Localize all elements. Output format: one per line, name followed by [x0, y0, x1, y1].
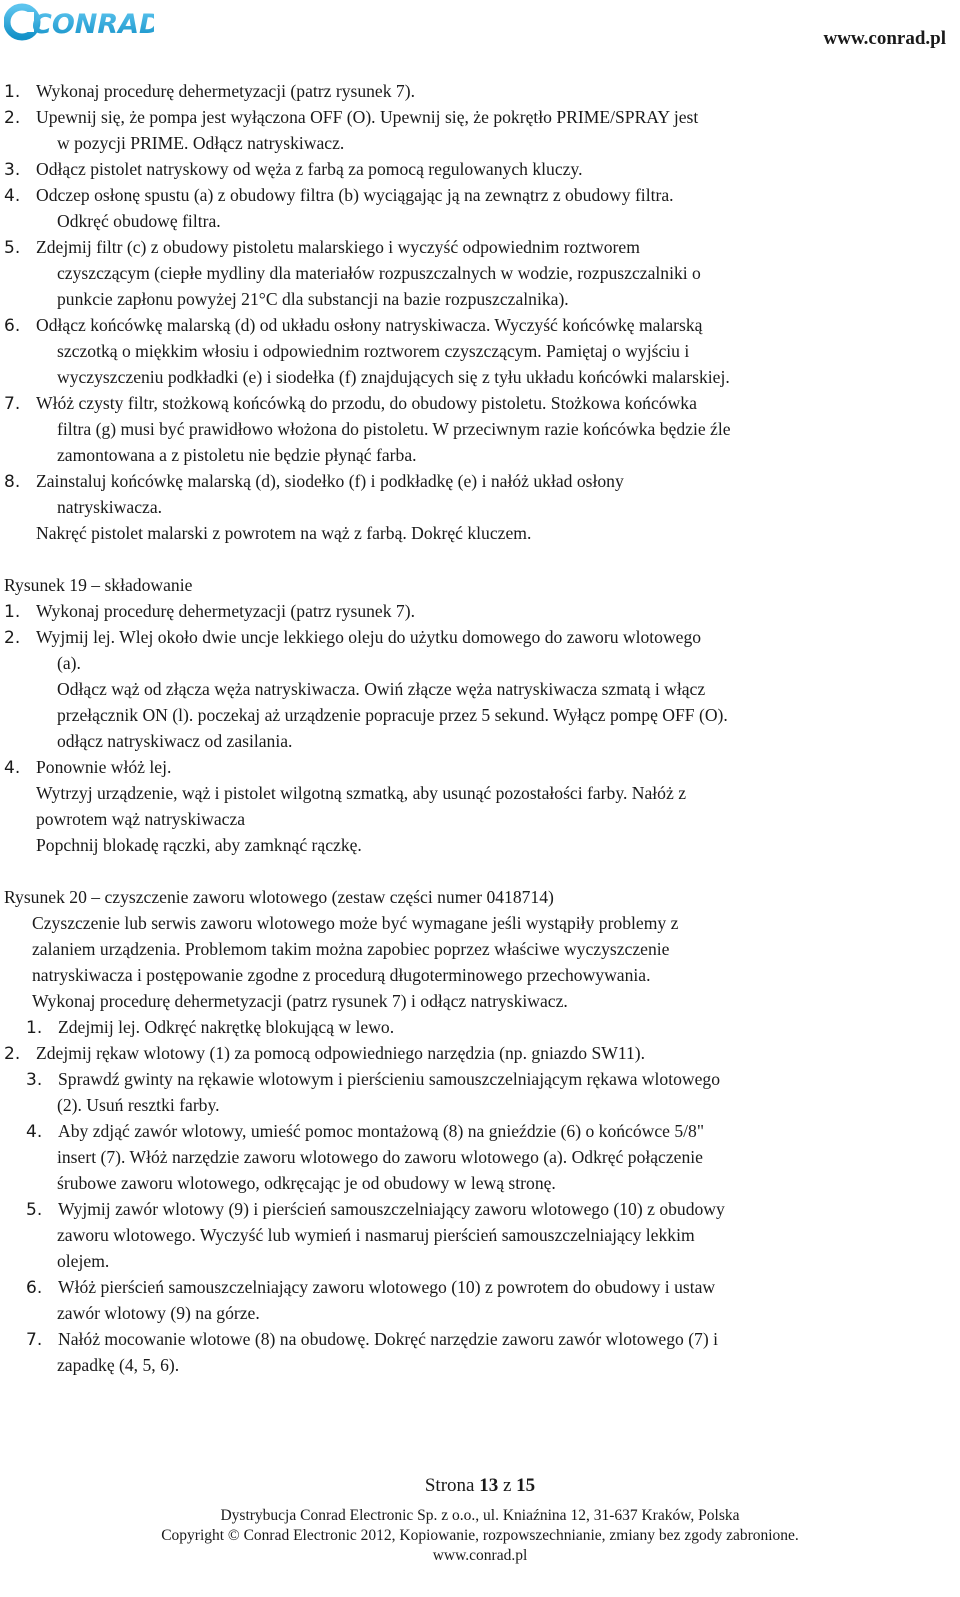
section-3: [4, 884, 948, 1378]
list-item-continuation: zamontowana a z pistoletu nie będzie płynąć farba.: [57, 445, 417, 465]
list-item: 2. Upewnij się, że pompa jest wyłączona OFF (O). Upewnij się, że pokrętło PRIME/SPRAY jest: [4, 104, 948, 130]
item-number: 8.: [4, 472, 21, 492]
document-body: [4, 78, 948, 1378]
footer-distributor: Dystrybucja Conrad Electronic Sp. z o.o., ul. Kniaźnina 12, 31-637 Kraków, Polska: [220, 1507, 740, 1524]
list-item: 2. Zdejmij rękaw wlotowy (1) za pomocą odpowiedniego narzędzia (np. gniazdo SW11).: [4, 1040, 948, 1066]
list-item: 1. Wykonaj procedurę dehermetyzacji (patrz rysunek 7).: [4, 598, 948, 624]
list-item-continuation: w pozycji PRIME. Odłącz natryskiwacz.: [57, 133, 345, 153]
list-item: 7. Nałóż mocowanie wlotowe (8) na obudowę. Dokręć narzędzie zaworu zawór wlotowego (7) i: [4, 1326, 948, 1352]
item-number: 6.: [26, 1278, 43, 1298]
item-number: 5.: [4, 238, 21, 258]
item-number: 6.: [4, 316, 21, 336]
list-item: 6. Odłącz końcówkę malarską (d) od układu osłony natryskiwacza. Wyczyść końcówkę malarską: [4, 312, 948, 338]
item-number: 2.: [4, 628, 21, 648]
list-item: 3. Sprawdź gwinty na rękawie wlotowym i pierścieniu samouszczelniającym rękawa wlotowego: [4, 1066, 948, 1092]
item-number: 4.: [4, 758, 21, 778]
item-number: 7.: [4, 394, 21, 414]
item-number: 1.: [4, 82, 21, 102]
item-number: 1.: [26, 1018, 43, 1038]
list-item: 4. Ponownie włóż lej.: [4, 754, 948, 780]
list-item-continuation: czyszczącym (ciepłe mydliny dla materiałów rozpuszczalnych w wodzie, rozpuszczalniki o: [57, 263, 701, 283]
list-item-continuation: zapadkę (4, 5, 6).: [57, 1355, 180, 1375]
closing-line: Popchnij blokadę rączki, aby zamknąć rączkę.: [36, 835, 362, 855]
list-item: 5. Wyjmij zawór wlotowy (9) i pierścień samouszczelniający zaworu wlotowego (10) z obudowy: [4, 1196, 948, 1222]
paragraph-line: Odłącz wąż od złącza węża natryskiwacza. Owiń złącze węża natryskiwacza szmatą i włącz: [57, 679, 706, 699]
list-item-continuation: zaworu wlotowego. Wyczyść lub wymień i nasmaruj pierścień samouszczelniający lekkim: [57, 1225, 695, 1245]
list-item-continuation: Odkręć obudowę filtra.: [57, 211, 221, 231]
list-item-continuation: (a).: [57, 653, 81, 673]
current-page: 13: [479, 1475, 499, 1496]
list-item: 1. Wykonaj procedurę dehermetyzacji (patrz rysunek 7).: [4, 78, 948, 104]
item-number: 3.: [4, 160, 21, 180]
list-item: 7. Włóż czysty filtr, stożkową końcówką do przodu, do obudowy pistoletu. Stożkowa końcówka: [4, 390, 948, 416]
paragraph-line: odłącz natryskiwacz od zasilania.: [57, 731, 293, 751]
intro-line: zalaniem urządzenia. Problemom takim można zapobiec poprzez właściwe wyczyszczenie: [32, 939, 670, 959]
list-item: 5. Zdejmij filtr (c) z obudowy pistoletu malarskiego i wyczyść odpowiednim roztworem: [4, 234, 948, 260]
section-heading: Rysunek 19 – składowanie: [4, 575, 193, 595]
item-number: 2.: [4, 1044, 21, 1064]
list-item: 2. Wyjmij lej. Wlej około dwie uncje lekkiego oleju do użytku domowego do zaworu wlotowego: [4, 624, 948, 650]
list-item-continuation: (2). Usuń resztki farby.: [57, 1095, 220, 1115]
list-item: 1. Zdejmij lej. Odkręć nakrętkę blokującą w lewo.: [4, 1014, 948, 1040]
header-url[interactable]: www.conrad.pl: [823, 28, 946, 49]
list-item: 8. Zainstaluj końcówkę malarską (d), siodełko (f) i podkładkę (e) i nałóż układ osłony: [4, 468, 948, 494]
list-item: 3. Odłącz pistolet natryskowy od węża z farbą za pomocą regulowanych kluczy.: [4, 156, 948, 182]
list-item-continuation: szczotką o miękkim włosiu i odpowiednim roztworem czyszczącym. Pamiętaj o wyjściu i: [57, 341, 690, 361]
item-number: 3.: [26, 1070, 43, 1090]
list-item: 4. Aby zdjąć zawór wlotowy, umieść pomoc montażową (8) na gnieździe (6) o końcówce 5/8": [4, 1118, 948, 1144]
item-number: 2.: [4, 108, 21, 128]
list-item-continuation: olejem.: [57, 1251, 110, 1271]
item-number: 4.: [26, 1122, 43, 1142]
list-item-continuation: zawór wlotowy (9) na górze.: [57, 1303, 260, 1323]
item-number: 5.: [26, 1200, 43, 1220]
paragraph-line: przełącznik ON (l). poczekaj aż urządzenie popracuje przez 5 sekund. Wyłącz pompę OFF (O).: [57, 705, 728, 725]
list-item: 4. Odczep osłonę spustu (a) z obudowy filtra (b) wyciągając ją na zewnątrz z obudowy filtra.: [4, 182, 948, 208]
item-number: 4.: [4, 186, 21, 206]
closing-line: Wytrzyj urządzenie, wąż i pistolet wilgotną szmatką, aby usunąć pozostałości farby. Nałóż z: [36, 783, 686, 803]
footer-copyright: Copyright © Conrad Electronic 2012, Kopiowanie, rozpowszechnianie, zmiany bez zgody zabronione.: [161, 1527, 799, 1544]
item-number: 7.: [26, 1330, 43, 1350]
section-heading: Rysunek 20 – czyszczenie zaworu wlotowego (zestaw części numer 0418714): [4, 887, 554, 907]
closing-line: powrotem wąż natryskiwacza: [36, 809, 246, 829]
total-pages: 15: [516, 1475, 536, 1496]
list-item-continuation: filtra (g) musi być prawidłowo włożona do pistoletu. W przeciwnym razie końcówka będzie źle: [57, 419, 731, 439]
list-item-continuation: natryskiwacza.: [57, 497, 163, 517]
list-item-continuation: śrubowe zaworu wlotowego, odkręcając je od obudowy w lewą stronę.: [57, 1173, 556, 1193]
list-item-continuation: insert (7). Włóż narzędzie zaworu wlotowego do zaworu wlotowego (a). Odkręć połączenie: [57, 1147, 703, 1167]
intro-line: Wykonaj procedurę dehermetyzacji (patrz rysunek 7) i odłącz natryskiwacz.: [32, 991, 568, 1011]
section-2: [4, 572, 948, 858]
footer-url[interactable]: www.conrad.pl: [432, 1547, 528, 1564]
section-1-list: [4, 78, 948, 546]
intro-line: Czyszczenie lub serwis zaworu wlotowego może być wymagane jeśli wystąpiły problemy z: [32, 913, 679, 933]
logo-text: CONRAD: [32, 9, 154, 40]
intro-line: natryskiwacza i postępowanie zgodne z procedurą długoterminowego przechowywania.: [32, 965, 651, 985]
list-item-continuation: wyczyszczeniu podkładki (e) i siodełka (f) znajdujących się z tyłu układu końcówki malarskiej.: [57, 367, 730, 387]
page-number: Strona 13 z 15: [424, 1475, 536, 1496]
closing-line: Nakręć pistolet malarski z powrotem na wąż z farbą. Dokręć kluczem.: [36, 523, 532, 543]
item-number: 1.: [4, 602, 21, 622]
list-item-continuation: punkcie zapłonu powyżej 21°C dla substancji na bazie rozpuszczalnika).: [57, 289, 569, 309]
list-item: 6. Włóż pierścień samouszczelniający zaworu wlotowego (10) z powrotem do obudowy i ustaw: [4, 1274, 948, 1300]
conrad-logo: [4, 2, 154, 47]
